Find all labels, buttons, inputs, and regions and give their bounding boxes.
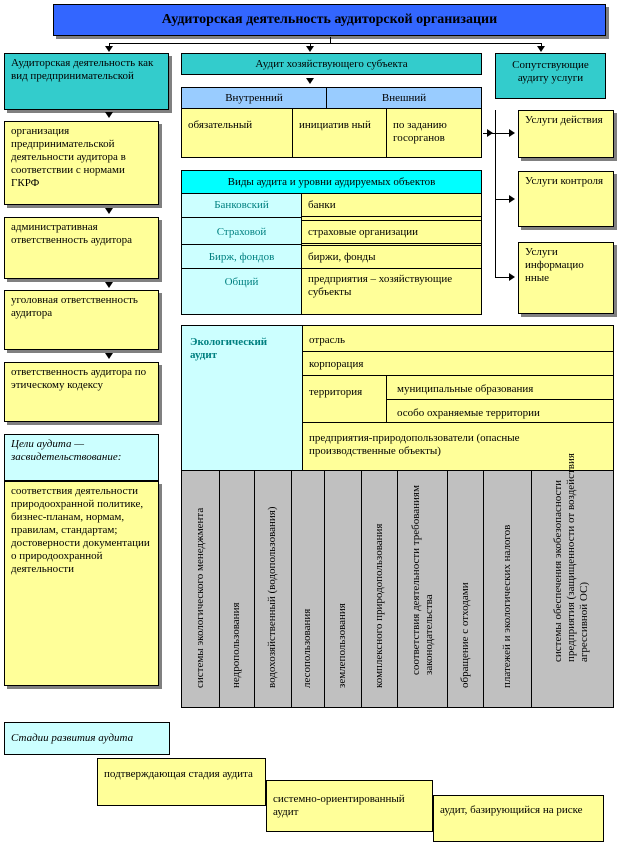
type-exchange-text: Бирж, фондов	[208, 251, 275, 263]
audit-stages-title	[4, 722, 170, 755]
arrow-down-icon	[306, 46, 314, 52]
left-item-text: ответственность аудитора по этическому кодексу	[11, 366, 147, 391]
eco-level-industry-text: отрасль	[309, 334, 346, 346]
left-item-1	[4, 121, 159, 205]
stage-2-text: системно-ориентированный аудит	[273, 793, 405, 818]
eco-col-3	[255, 471, 292, 707]
left-item-text: организация предпринимательской деятельности аудитора в соответствии с нормами ГКРФ	[11, 125, 126, 189]
service-action-box	[518, 110, 614, 158]
business-activity-header	[4, 53, 169, 110]
eco-level-corporation	[302, 351, 614, 376]
eco-level-enterprises-text: предприятия-природопользователи (опасные производственные объекты)	[309, 432, 520, 457]
object-insurance-text: страховые организации	[308, 226, 419, 238]
services-branch-1	[495, 133, 509, 134]
service-control-text: Услуги контроля	[525, 175, 604, 187]
eco-level-municipal-text: муниципальные образования	[397, 383, 534, 395]
services-branch-3	[495, 277, 509, 278]
object-banks	[301, 193, 482, 217]
eco-col-7	[398, 471, 448, 707]
eco-level-territory	[302, 375, 387, 423]
arrow-down-icon	[537, 46, 545, 52]
left-item-text: уголовная ответственность аудитора	[11, 294, 138, 319]
arrow-down-icon	[105, 112, 113, 118]
eco-level-corporation-text: корпорация	[309, 358, 364, 370]
stage-2-box	[266, 780, 433, 832]
arrow-down-icon	[105, 353, 113, 359]
stage-1-text: подтверждающая стадия аудита	[104, 768, 253, 780]
type-banking-text: Банковский	[214, 199, 269, 211]
object-enterprises-text: предприятия – хозяйствующие субъекты	[308, 273, 453, 298]
left-item-4	[4, 362, 159, 422]
audit-goals-title	[4, 434, 159, 481]
arrow-right-icon	[509, 273, 515, 281]
object-insurance	[301, 220, 482, 244]
arrow-down-icon	[306, 78, 314, 84]
eco-col-1	[182, 471, 220, 707]
eco-col-text: системы обеспечения экобезопасности предприятия (защищенности от воздействия агрессивной ОС)	[551, 453, 590, 662]
eco-level-protected	[386, 399, 614, 423]
type-insurance-text: Страховой	[216, 226, 267, 238]
object-enterprises	[301, 269, 482, 315]
eco-col-5	[325, 471, 362, 707]
eco-col-text: системы экологического менеджмента	[193, 507, 206, 688]
eco-col-text: обращение с отходами	[458, 582, 471, 688]
eco-col-text: соответствия деятельности требованиям законодательства	[409, 485, 435, 675]
business-activity-text: Аудиторская деятельность как вид предпринимательской	[11, 57, 154, 82]
audit-types-header	[181, 170, 482, 194]
object-banks-text: банки	[308, 199, 336, 211]
stage-3-text: аудит, базирующийся на риске	[440, 804, 583, 816]
state-request-audit-cell	[386, 108, 482, 158]
state-request-audit-text: по заданию госорганов	[393, 119, 447, 144]
eco-col-text: водохозяйственный (водопользования)	[266, 506, 278, 688]
internal-audit-label	[181, 87, 327, 109]
audit-subject-text: Аудит хозяйствующего субъекта	[255, 58, 408, 70]
type-general-text: Общий	[224, 276, 259, 288]
eco-audit-title: Экологический аудит	[190, 336, 268, 361]
eco-col-text: платежей и экологических налогов	[500, 524, 513, 688]
eco-col-2	[220, 471, 255, 707]
object-exchange	[301, 245, 482, 269]
eco-level-municipal	[386, 375, 614, 400]
title-branch-line	[109, 43, 541, 44]
service-action-text: Услуги действия	[525, 114, 603, 126]
type-exchange	[181, 245, 302, 269]
eco-col-8	[448, 471, 484, 707]
audit-goals-text: соответствия деятельности природоохранной политике, бизнес-планам, нормам, правилам, стандартам; достоверности документации о природоохранной деятельности	[11, 485, 150, 575]
eco-level-industry	[302, 325, 614, 352]
types-row-divider	[181, 268, 301, 269]
related-services-header	[495, 53, 606, 99]
left-item-3	[4, 290, 159, 350]
audit-goals-title-text: Цели аудита — засвидетельствование:	[11, 438, 122, 463]
eco-col-6	[362, 471, 398, 707]
arrow-right-icon	[509, 129, 515, 137]
arrow-down-icon	[105, 46, 113, 52]
service-info-box	[518, 242, 614, 314]
eco-col-10	[532, 453, 615, 707]
eco-col-4	[292, 471, 325, 707]
related-services-text: Сопутствующие аудиту услуги	[512, 59, 589, 84]
types-row-divider	[181, 217, 301, 218]
arrow-right-icon	[487, 129, 493, 137]
external-audit-label	[326, 87, 482, 109]
initiative-audit-text: инициатив ный	[299, 119, 371, 131]
type-banking	[181, 193, 302, 217]
internal-audit-text: Внутренний	[225, 92, 283, 104]
mandatory-audit-cell	[181, 108, 293, 158]
eco-audit-types-panel	[181, 453, 614, 708]
stage-1-box	[97, 758, 266, 806]
arrow-down-icon	[105, 208, 113, 214]
eco-level-territory-text: территория	[309, 386, 363, 398]
left-item-text: административная ответственность аудитора	[11, 221, 132, 246]
left-item-2	[4, 217, 159, 279]
services-trunk-line	[495, 110, 496, 278]
diagram-title	[53, 4, 606, 36]
audit-goals-text-box	[4, 481, 159, 686]
eco-col-text: лесопользования	[301, 608, 313, 688]
eco-level-protected-text: особо охраняемые территории	[397, 407, 540, 419]
initiative-audit-cell	[292, 108, 387, 158]
type-general	[181, 270, 302, 294]
external-audit-text: Внешний	[381, 92, 427, 104]
audit-subject-header	[181, 53, 482, 75]
title-stem-line	[330, 37, 331, 43]
eco-col-9	[484, 471, 532, 707]
stage-3-box	[433, 795, 604, 842]
arrow-right-icon	[509, 195, 515, 203]
audit-stages-title-text: Стадии развития аудита	[11, 732, 134, 744]
eco-col-text: недропользования	[230, 602, 242, 688]
eco-col-text: землепользования	[336, 603, 348, 688]
arrow-down-icon	[105, 282, 113, 288]
service-control-box	[518, 171, 614, 227]
audit-types-header-text: Виды аудита и уровни аудируемых объектов	[227, 176, 436, 188]
eco-col-text: комплексного природопользования	[372, 523, 385, 688]
object-exchange-text: биржи, фонды	[308, 251, 376, 263]
service-info-text: Услуги информацио нные	[525, 246, 584, 284]
eco-audit-title-box	[181, 325, 303, 471]
type-insurance	[181, 220, 302, 244]
services-branch-2	[495, 199, 509, 200]
diagram-title-text: Аудиторская деятельность аудиторской организации	[161, 12, 498, 27]
mandatory-audit-text: обязательный	[188, 119, 253, 131]
